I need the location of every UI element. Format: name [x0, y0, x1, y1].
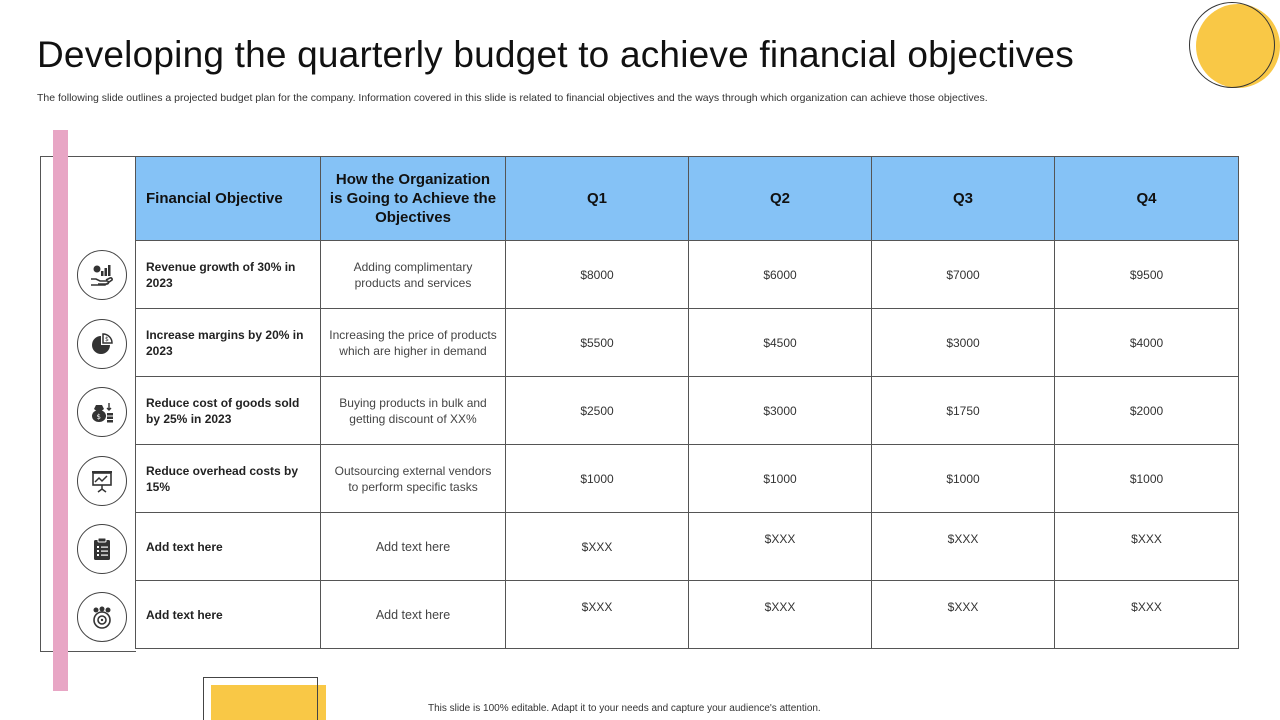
- table-row: [136, 309, 1239, 377]
- q2-cell: $XXX: [689, 581, 872, 649]
- q4-cell: $2000: [1055, 377, 1239, 445]
- header-q4: Q4: [1055, 157, 1239, 241]
- how-cell: Adding complimentary products and services: [321, 241, 506, 309]
- q3-cell: $3000: [872, 309, 1055, 377]
- how-cell: Increasing the price of products which are higher in demand: [321, 309, 506, 377]
- pie-chart-icon: [77, 319, 127, 369]
- decorative-rectangle-outline: [203, 677, 318, 720]
- q2-cell: $6000: [689, 241, 872, 309]
- q4-cell: $9500: [1055, 241, 1239, 309]
- q4-cell: $XXX: [1055, 581, 1239, 649]
- q2-cell: $1000: [689, 445, 872, 513]
- money-bag-icon: [77, 387, 127, 437]
- q1-cell: $1000: [506, 445, 689, 513]
- q1-cell: $XXX: [506, 581, 689, 649]
- slide-subtitle: The following slide outlines a projected budget plan for the company. Information covered in this slide is related to financial objectives and the ways through which organization can achieve those objectives.: [37, 92, 988, 104]
- pink-accent-bar: [53, 130, 68, 691]
- header-financial-objective: Financial Objective: [136, 157, 321, 241]
- svg-text:$: $: [96, 413, 101, 421]
- budget-table: [135, 156, 1239, 649]
- q1-cell: $8000: [506, 241, 689, 309]
- q3-cell: $7000: [872, 241, 1055, 309]
- q2-cell: $XXX: [689, 513, 872, 581]
- q2-cell: $4500: [689, 309, 872, 377]
- decorative-circle-outline: [1189, 2, 1275, 88]
- how-cell: Buying products in bulk and getting discount of XX%: [321, 377, 506, 445]
- slide-title: Developing the quarterly budget to achieve financial objectives: [37, 34, 1074, 75]
- q1-cell: $2500: [506, 377, 689, 445]
- objective-cell: Reduce cost of goods sold by 25% in 2023: [136, 377, 321, 445]
- revenue-growth-icon: [77, 250, 127, 300]
- q1-cell: $XXX: [506, 513, 689, 581]
- header-q1: Q1: [506, 157, 689, 241]
- q2-cell: $3000: [689, 377, 872, 445]
- how-cell: Add text here: [321, 513, 506, 581]
- objective-cell: Add text here: [136, 581, 321, 649]
- table-row: [136, 513, 1239, 581]
- objective-cell: Reduce overhead costs by 15%: [136, 445, 321, 513]
- footer-note: This slide is 100% editable. Adapt it to your needs and capture your audience's attention.: [428, 703, 821, 714]
- q4-cell: $1000: [1055, 445, 1239, 513]
- table-row: [136, 581, 1239, 649]
- objective-cell: Revenue growth of 30% in 2023: [136, 241, 321, 309]
- table-row: [136, 445, 1239, 513]
- table-header-row: [136, 157, 1239, 241]
- team-target-icon: [77, 592, 127, 642]
- q3-cell: $1750: [872, 377, 1055, 445]
- clipboard-icon: [77, 524, 127, 574]
- q3-cell: $1000: [872, 445, 1055, 513]
- how-cell: Add text here: [321, 581, 506, 649]
- table-row: [136, 377, 1239, 445]
- q4-cell: $4000: [1055, 309, 1239, 377]
- q3-cell: $XXX: [872, 581, 1055, 649]
- how-cell: Outsourcing external vendors to perform specific tasks: [321, 445, 506, 513]
- objective-cell: Increase margins by 20% in 2023: [136, 309, 321, 377]
- svg-text:$: $: [105, 336, 109, 343]
- presentation-board-icon: [77, 456, 127, 506]
- objective-cell: Add text here: [136, 513, 321, 581]
- q3-cell: $XXX: [872, 513, 1055, 581]
- header-how: How the Organization is Going to Achieve the Objectives: [321, 157, 506, 241]
- table-row: [136, 241, 1239, 309]
- q1-cell: $5500: [506, 309, 689, 377]
- q4-cell: $XXX: [1055, 513, 1239, 581]
- header-q2: Q2: [689, 157, 872, 241]
- header-q3: Q3: [872, 157, 1055, 241]
